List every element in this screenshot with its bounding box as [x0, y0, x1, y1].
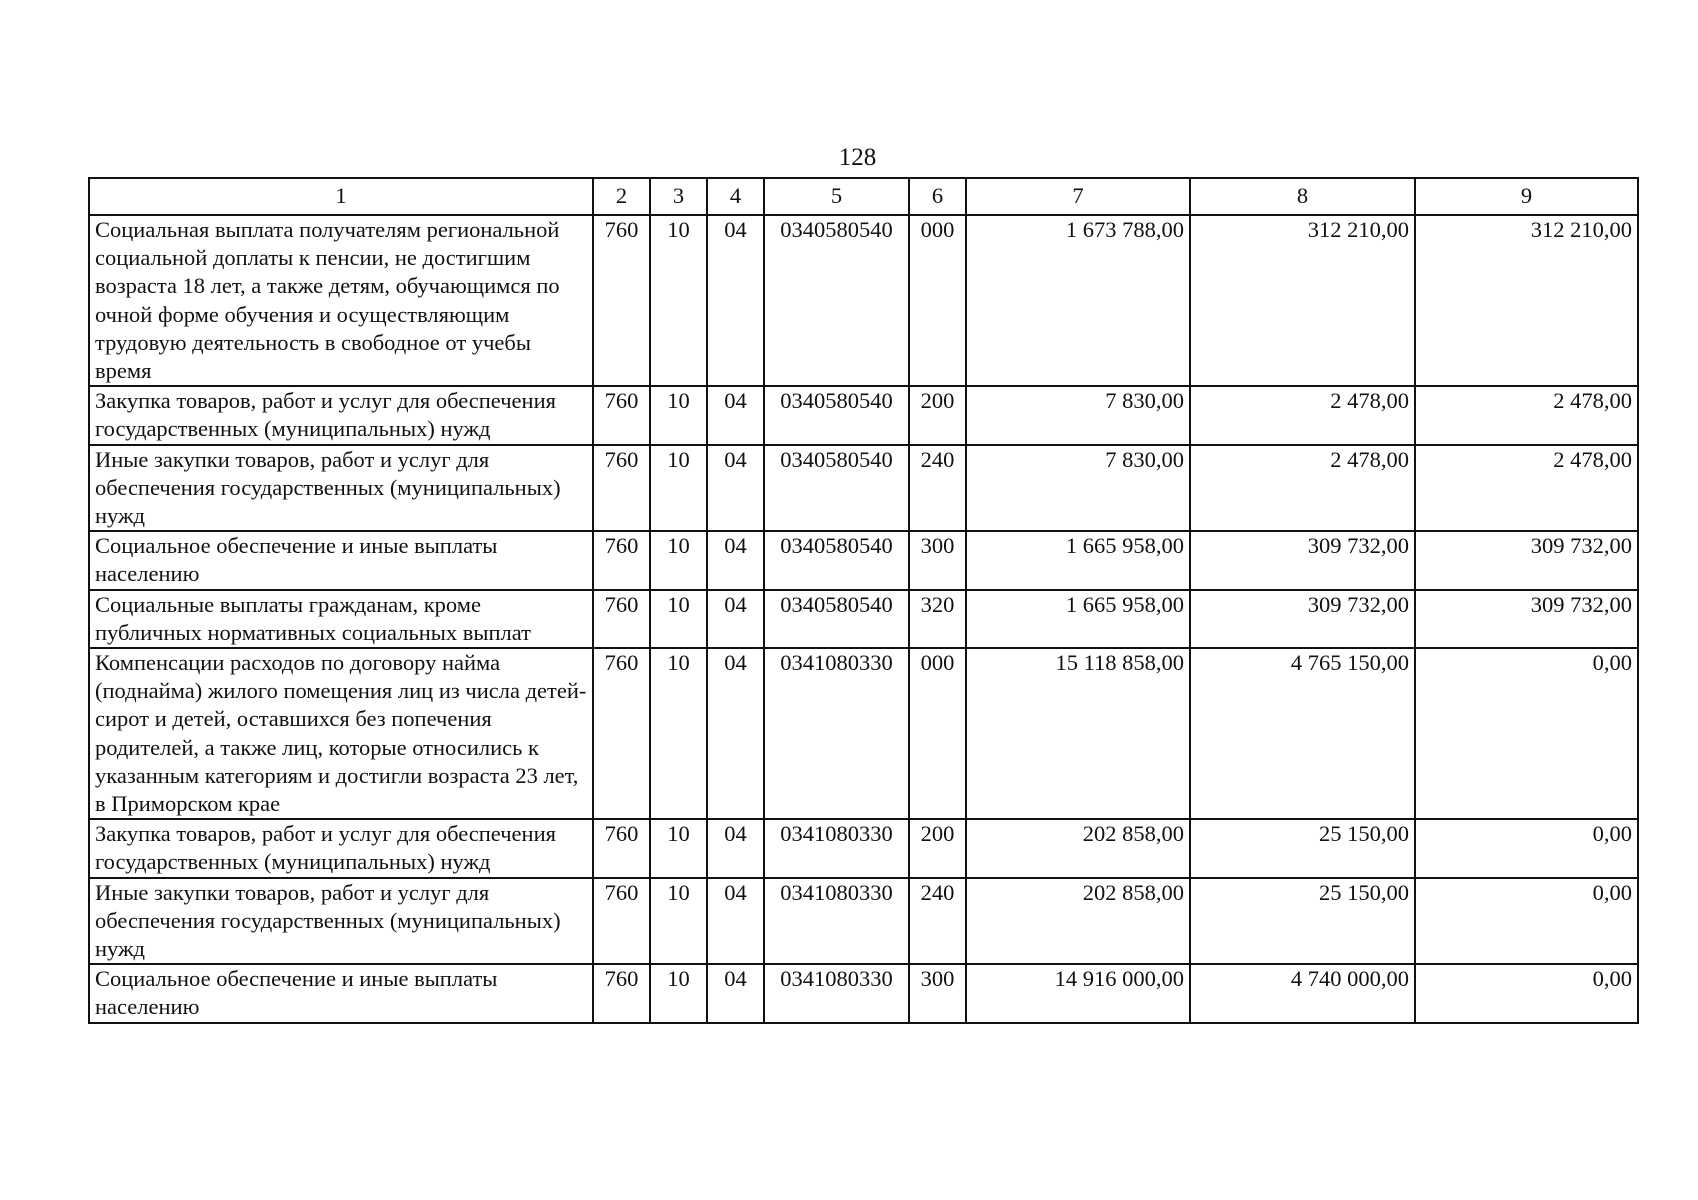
amount-col8-cell: 4 740 000,00 [1190, 964, 1415, 1022]
table-row [89, 648, 1638, 819]
amount-col7-cell: 7 830,00 [966, 445, 1190, 532]
amount-col8-cell: 309 732,00 [1190, 590, 1415, 648]
column-header: 5 [764, 178, 909, 215]
subsection-code-cell: 04 [707, 215, 764, 386]
amount-col9-cell: 0,00 [1415, 648, 1638, 819]
table-row [89, 819, 1638, 877]
subsection-code-cell: 04 [707, 590, 764, 648]
expense-type-cell: 320 [909, 590, 966, 648]
amount-col7-cell: 15 118 858,00 [966, 648, 1190, 819]
column-header: 3 [650, 178, 707, 215]
amount-col9-cell: 0,00 [1415, 878, 1638, 965]
row-name-cell: Закупка товаров, работ и услуг для обеспечения государственных (муниципальных) нужд [89, 386, 593, 444]
table-row [89, 531, 1638, 589]
ministry-code-cell: 760 [593, 445, 650, 532]
row-name-cell: Закупка товаров, работ и услуг для обеспечения государственных (муниципальных) нужд [89, 819, 593, 877]
amount-col8-cell: 312 210,00 [1190, 215, 1415, 386]
section-code-cell: 10 [650, 590, 707, 648]
column-header: 7 [966, 178, 1190, 215]
subsection-code-cell: 04 [707, 445, 764, 532]
row-name-cell: Социальное обеспечение и иные выплаты населению [89, 964, 593, 1022]
expense-type-cell: 240 [909, 445, 966, 532]
amount-col8-cell: 2 478,00 [1190, 386, 1415, 444]
ministry-code-cell: 760 [593, 590, 650, 648]
amount-col9-cell: 309 732,00 [1415, 590, 1638, 648]
amount-col7-cell: 7 830,00 [966, 386, 1190, 444]
amount-col7-cell: 202 858,00 [966, 878, 1190, 965]
section-code-cell: 10 [650, 964, 707, 1022]
column-header: 9 [1415, 178, 1638, 215]
amount-col8-cell: 4 765 150,00 [1190, 648, 1415, 819]
target-article-cell: 0341080330 [764, 819, 909, 877]
ministry-code-cell: 760 [593, 386, 650, 444]
section-code-cell: 10 [650, 445, 707, 532]
amount-col8-cell: 309 732,00 [1190, 531, 1415, 589]
column-header: 6 [909, 178, 966, 215]
ministry-code-cell: 760 [593, 819, 650, 877]
target-article-cell: 0341080330 [764, 648, 909, 819]
expense-type-cell: 200 [909, 819, 966, 877]
subsection-code-cell: 04 [707, 819, 764, 877]
amount-col9-cell: 2 478,00 [1415, 445, 1638, 532]
amount-col8-cell: 2 478,00 [1190, 445, 1415, 532]
amount-col9-cell: 2 478,00 [1415, 386, 1638, 444]
column-header: 1 [89, 178, 593, 215]
section-code-cell: 10 [650, 819, 707, 877]
target-article-cell: 0341080330 [764, 878, 909, 965]
target-article-cell: 0340580540 [764, 215, 909, 386]
amount-col7-cell: 1 673 788,00 [966, 215, 1190, 386]
row-name-cell: Социальная выплата получателям региональной социальной доплаты к пенсии, не достигшим возраста 18 лет, а также детям, обучающимся по очной форме обучения и осуществляющим трудовую деятельность в свободное от учебы время [89, 215, 593, 386]
target-article-cell: 0340580540 [764, 386, 909, 444]
expense-type-cell: 200 [909, 386, 966, 444]
target-article-cell: 0341080330 [764, 964, 909, 1022]
table-row [89, 590, 1638, 648]
subsection-code-cell: 04 [707, 964, 764, 1022]
row-name-cell: Иные закупки товаров, работ и услуг для обеспечения государственных (муниципальных) нужд [89, 878, 593, 965]
header-row [89, 178, 1638, 215]
expense-type-cell: 240 [909, 878, 966, 965]
amount-col7-cell: 14 916 000,00 [966, 964, 1190, 1022]
subsection-code-cell: 04 [707, 878, 764, 965]
row-name-cell: Компенсации расходов по договору найма (поднайма) жилого помещения лиц из числа детей-сирот и детей, оставшихся без попечения родителей, а также лиц, которые относились к указанным категориям и достигли возраста 23 лет, в Приморском крае [89, 648, 593, 819]
target-article-cell: 0340580540 [764, 445, 909, 532]
amount-col7-cell: 202 858,00 [966, 819, 1190, 877]
budget-table [88, 177, 1639, 1024]
section-code-cell: 10 [650, 531, 707, 589]
page-number: 128 [838, 144, 877, 171]
section-code-cell: 10 [650, 215, 707, 386]
expense-type-cell: 300 [909, 964, 966, 1022]
amount-col9-cell: 0,00 [1415, 964, 1638, 1022]
table-row [89, 445, 1638, 532]
amount-col9-cell: 0,00 [1415, 819, 1638, 877]
expense-type-cell: 000 [909, 215, 966, 386]
target-article-cell: 0340580540 [764, 590, 909, 648]
section-code-cell: 10 [650, 648, 707, 819]
subsection-code-cell: 04 [707, 386, 764, 444]
amount-col7-cell: 1 665 958,00 [966, 531, 1190, 589]
column-header: 2 [593, 178, 650, 215]
amount-col7-cell: 1 665 958,00 [966, 590, 1190, 648]
amount-col8-cell: 25 150,00 [1190, 878, 1415, 965]
expense-type-cell: 000 [909, 648, 966, 819]
column-header: 8 [1190, 178, 1415, 215]
section-code-cell: 10 [650, 386, 707, 444]
row-name-cell: Иные закупки товаров, работ и услуг для обеспечения государственных (муниципальных) нужд [89, 445, 593, 532]
column-header: 4 [707, 178, 764, 215]
amount-col9-cell: 309 732,00 [1415, 531, 1638, 589]
section-code-cell: 10 [650, 878, 707, 965]
ministry-code-cell: 760 [593, 215, 650, 386]
ministry-code-cell: 760 [593, 531, 650, 589]
table-row [89, 964, 1638, 1022]
table-row [89, 878, 1638, 965]
table-row [89, 215, 1638, 386]
subsection-code-cell: 04 [707, 531, 764, 589]
subsection-code-cell: 04 [707, 648, 764, 819]
row-name-cell: Социальные выплаты гражданам, кроме публичных нормативных социальных выплат [89, 590, 593, 648]
expense-type-cell: 300 [909, 531, 966, 589]
ministry-code-cell: 760 [593, 964, 650, 1022]
amount-col9-cell: 312 210,00 [1415, 215, 1638, 386]
table-row [89, 386, 1638, 444]
row-name-cell: Социальное обеспечение и иные выплаты населению [89, 531, 593, 589]
target-article-cell: 0340580540 [764, 531, 909, 589]
ministry-code-cell: 760 [593, 648, 650, 819]
ministry-code-cell: 760 [593, 878, 650, 965]
amount-col8-cell: 25 150,00 [1190, 819, 1415, 877]
